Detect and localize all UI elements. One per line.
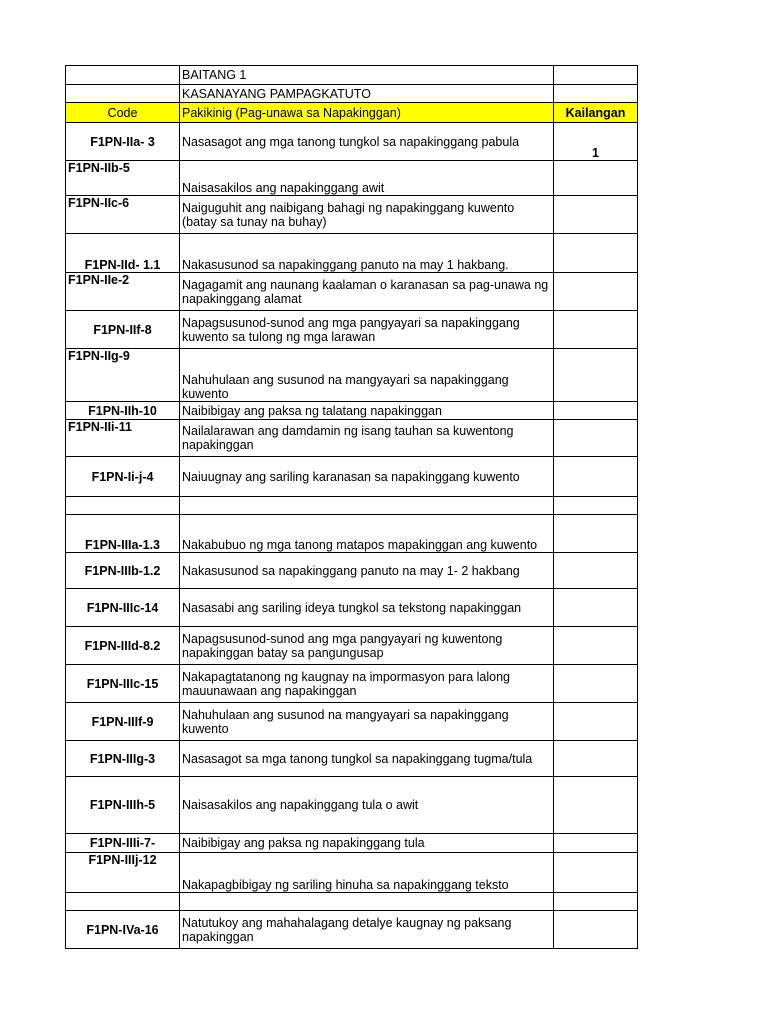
need-value[interactable] bbox=[554, 589, 638, 627]
competency-description[interactable]: Nakasusunod sa napakinggang panuto na may 1 hakbang. bbox=[180, 234, 554, 273]
table-row bbox=[66, 777, 638, 834]
competency-code[interactable]: F1PN-IIh-10 bbox=[66, 402, 180, 420]
column-header-row bbox=[66, 103, 638, 123]
competency-code[interactable]: F1PN-IIIc-14 bbox=[66, 589, 180, 627]
need-value[interactable] bbox=[554, 497, 638, 515]
table-row bbox=[66, 497, 638, 515]
competency-code[interactable]: F1PN-Ii-j-4 bbox=[66, 457, 180, 497]
competency-description[interactable]: Napagsusunod-sunod ang mga pangyayari sa napakinggang kuwento sa tulong ng mga larawan bbox=[180, 311, 554, 349]
table-row bbox=[66, 703, 638, 741]
competency-code[interactable]: F1PN-IIIh-5 bbox=[66, 777, 180, 834]
table-row bbox=[66, 161, 638, 196]
skill-title-row bbox=[66, 85, 638, 103]
competency-description[interactable]: Naibibigay ang paksa ng napakinggang tula bbox=[180, 834, 554, 853]
table-row bbox=[66, 196, 638, 234]
competency-code[interactable]: F1PN-IIg-9 bbox=[66, 349, 180, 402]
table-row bbox=[66, 834, 638, 853]
competency-description[interactable]: Nahuhulaan ang susunod na mangyayari sa napakinggang kuwento bbox=[180, 703, 554, 741]
competency-description[interactable]: Nasasagot ang mga tanong tungkol sa napakinggang pabula bbox=[180, 123, 554, 161]
competency-code[interactable]: F1PN-IIe-2 bbox=[66, 273, 180, 311]
competency-description[interactable]: Naisasakilos ang napakinggang awit bbox=[180, 161, 554, 196]
competency-description[interactable]: Naiuugnay ang sariling karanasan sa napakinggang kuwento bbox=[180, 457, 554, 497]
header-code[interactable]: Code bbox=[66, 103, 180, 123]
competency-description[interactable] bbox=[180, 893, 554, 911]
need-value[interactable] bbox=[554, 273, 638, 311]
competency-code[interactable]: F1PN-IVa-16 bbox=[66, 911, 180, 949]
need-value[interactable] bbox=[554, 457, 638, 497]
competency-description[interactable]: Nagagamit ang naunang kaalaman o karanasan sa pag-unawa ng napakinggang alamat bbox=[180, 273, 554, 311]
empty-cell[interactable] bbox=[66, 66, 180, 85]
competency-description[interactable]: Nakapagbibigay ng sariling hinuha sa napakinggang teksto bbox=[180, 853, 554, 893]
table-row bbox=[66, 273, 638, 311]
table-row bbox=[66, 515, 638, 553]
grade-label[interactable]: BAITANG 1 bbox=[180, 66, 554, 85]
competency-description[interactable]: Nakabubuo ng mga tanong matapos mapakinggan ang kuwento bbox=[180, 515, 554, 553]
competency-table bbox=[65, 65, 638, 949]
need-value[interactable] bbox=[554, 777, 638, 834]
table-row bbox=[66, 553, 638, 589]
competency-code[interactable]: F1PN-IIi-11 bbox=[66, 420, 180, 457]
need-value[interactable] bbox=[554, 402, 638, 420]
header-need[interactable]: Kailangan bbox=[554, 103, 638, 123]
table-row bbox=[66, 589, 638, 627]
competency-code[interactable]: F1PN-IIId-8.2 bbox=[66, 627, 180, 665]
competency-description[interactable]: Naibibigay ang paksa ng talatang napakinggan bbox=[180, 402, 554, 420]
need-value[interactable] bbox=[554, 911, 638, 949]
competency-description[interactable]: Nakapagtatanong ng kaugnay na impormasyon para lalong mauunawaan ang napakinggan bbox=[180, 665, 554, 703]
table-row bbox=[66, 311, 638, 349]
table-row bbox=[66, 853, 638, 893]
need-value[interactable] bbox=[554, 515, 638, 553]
competency-code[interactable]: F1PN-IIf-8 bbox=[66, 311, 180, 349]
competency-description[interactable]: Nahuhulaan ang susunod na mangyayari sa napakinggang kuwento bbox=[180, 349, 554, 402]
competency-code[interactable]: F1PN-IIIj-12 bbox=[66, 853, 180, 893]
need-value[interactable] bbox=[554, 665, 638, 703]
competency-description[interactable]: Naisasakilos ang napakinggang tula o awit bbox=[180, 777, 554, 834]
competency-description[interactable]: Nakasusunod sa napakinggang panuto na may 1- 2 hakbang bbox=[180, 553, 554, 589]
competency-code[interactable]: F1PN-IIc-6 bbox=[66, 196, 180, 234]
empty-cell[interactable] bbox=[554, 66, 638, 85]
need-value[interactable] bbox=[554, 196, 638, 234]
competency-code[interactable]: F1PN-IIb-5 bbox=[66, 161, 180, 196]
need-value[interactable]: 1 bbox=[554, 123, 638, 161]
competency-code[interactable]: F1PN-IIIg-3 bbox=[66, 741, 180, 777]
competency-description[interactable]: Natutukoy ang mahahalagang detalye kaugnay ng paksang napakinggan bbox=[180, 911, 554, 949]
empty-cell[interactable] bbox=[554, 85, 638, 103]
table-row bbox=[66, 911, 638, 949]
table-row bbox=[66, 457, 638, 497]
need-value[interactable] bbox=[554, 893, 638, 911]
need-value[interactable] bbox=[554, 553, 638, 589]
need-value[interactable] bbox=[554, 627, 638, 665]
skill-title[interactable]: KASANAYANG PAMPAGKATUTO bbox=[180, 85, 554, 103]
grade-row bbox=[66, 66, 638, 85]
competency-code[interactable]: F1PN-IIIb-1.2 bbox=[66, 553, 180, 589]
table-row bbox=[66, 741, 638, 777]
table-row bbox=[66, 123, 638, 161]
table-row bbox=[66, 627, 638, 665]
table-row bbox=[66, 665, 638, 703]
competency-code[interactable] bbox=[66, 893, 180, 911]
table-row bbox=[66, 402, 638, 420]
table-row bbox=[66, 893, 638, 911]
competency-description[interactable]: Nailalarawan ang damdamin ng isang tauhan sa kuwentong napakinggan bbox=[180, 420, 554, 457]
competency-description[interactable]: Nasasagot sa mga tanong tungkol sa napakinggang tugma/tula bbox=[180, 741, 554, 777]
competency-code[interactable]: F1PN-IIIc-15 bbox=[66, 665, 180, 703]
need-value[interactable] bbox=[554, 161, 638, 196]
competency-description[interactable]: Napagsusunod-sunod ang mga pangyayari ng kuwentong napakinggan batay sa pangungusap bbox=[180, 627, 554, 665]
need-value[interactable] bbox=[554, 420, 638, 457]
competency-code[interactable]: F1PN-IIa- 3 bbox=[66, 123, 180, 161]
table-row bbox=[66, 420, 638, 457]
need-value[interactable] bbox=[554, 349, 638, 402]
table-row bbox=[66, 349, 638, 402]
competency-description[interactable]: Naiguguhit ang naibigang bahagi ng napakinggang kuwento (batay sa tunay na buhay) bbox=[180, 196, 554, 234]
competency-description[interactable] bbox=[180, 497, 554, 515]
competency-code[interactable] bbox=[66, 497, 180, 515]
need-value[interactable] bbox=[554, 853, 638, 893]
competency-code[interactable]: F1PN-IIIf-9 bbox=[66, 703, 180, 741]
need-value[interactable] bbox=[554, 834, 638, 853]
table-row bbox=[66, 234, 638, 273]
need-value[interactable] bbox=[554, 741, 638, 777]
need-value[interactable] bbox=[554, 311, 638, 349]
competency-description[interactable]: Nasasabi ang sariling ideya tungkol sa tekstong napakinggan bbox=[180, 589, 554, 627]
header-category[interactable]: Pakikinig (Pag-unawa sa Napakinggan) bbox=[180, 103, 554, 123]
need-value[interactable] bbox=[554, 234, 638, 273]
competency-code[interactable]: F1PN-IIIi-7- bbox=[66, 834, 180, 853]
competency-code[interactable]: F1PN-IIIa-1.3 bbox=[66, 515, 180, 553]
need-value[interactable] bbox=[554, 703, 638, 741]
empty-cell[interactable] bbox=[66, 85, 180, 103]
competency-code[interactable]: F1PN-IId- 1.1 bbox=[66, 234, 180, 273]
